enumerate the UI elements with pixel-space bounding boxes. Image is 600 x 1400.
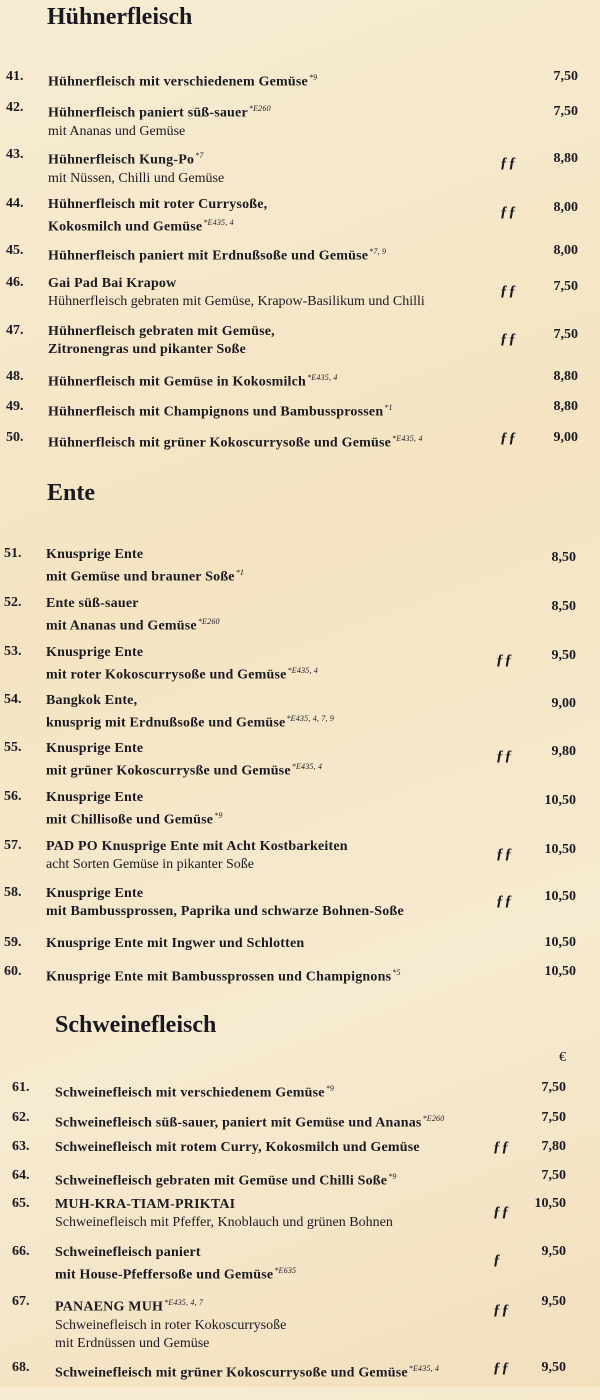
item-price: 9,00 xyxy=(553,430,578,445)
item-description-text: mit Chillisoße und Gemüse xyxy=(46,812,214,828)
item-name xyxy=(46,546,244,564)
item-description-text: mit Gemüse und brauner Soße xyxy=(46,569,235,585)
item-description-text: mit roter Kokoscurrysoße und Gemüse xyxy=(46,667,287,683)
item-name-text: Knusprige Ente xyxy=(46,547,144,562)
item-description xyxy=(46,856,348,874)
item-name xyxy=(46,644,318,662)
additive-code: *9 xyxy=(388,1172,397,1181)
item-description xyxy=(48,123,271,141)
item-name xyxy=(46,789,223,807)
spicy-icon: ƒƒ xyxy=(500,283,517,299)
item-price: 9,80 xyxy=(551,744,576,759)
item-name-text: Hühnerfleisch mit Champignons und Bambussprossen xyxy=(48,404,384,420)
spicy-icon: ƒƒ xyxy=(496,748,513,764)
item-description xyxy=(46,662,318,685)
item-description xyxy=(46,710,334,733)
item-text xyxy=(48,323,275,359)
item-number: 63. xyxy=(12,1139,30,1154)
item-number: 54. xyxy=(4,692,22,707)
spicy-icon: ƒƒ xyxy=(493,1139,510,1155)
section-title-duck: Ente xyxy=(47,480,95,506)
item-price: 9,50 xyxy=(541,1360,566,1375)
menu-item xyxy=(0,1360,600,1400)
item-text xyxy=(46,838,348,874)
item-description xyxy=(46,758,322,781)
item-price: 10,50 xyxy=(544,935,576,950)
additive-code: *7 xyxy=(195,151,204,160)
item-name xyxy=(46,692,334,710)
menu-item xyxy=(0,100,600,140)
item-number: 60. xyxy=(4,964,22,979)
spicy-icon: ƒƒ xyxy=(496,893,513,909)
item-text xyxy=(48,196,267,237)
item-description-text: knusprig mit Erdnußsoße und Gemüse xyxy=(46,715,286,731)
item-text xyxy=(48,369,338,392)
item-number: 41. xyxy=(6,69,24,84)
item-name xyxy=(55,1360,439,1383)
item-name-text: Hühnerfleisch Kung-Po xyxy=(48,152,195,168)
item-number: 57. xyxy=(4,838,22,853)
additive-code: *E435, 4 xyxy=(408,1364,440,1373)
item-text xyxy=(48,243,386,266)
item-name-text: Schweinefleisch süß-sauer, paniert mit Gemüse und Ananas xyxy=(55,1115,422,1131)
item-price: 10,50 xyxy=(534,1196,566,1211)
additive-code: *7, 9 xyxy=(369,247,387,256)
item-name-text: Hühnerfleisch mit grüner Kokoscurrysoße und Gemüse xyxy=(48,435,392,451)
item-price: 9,00 xyxy=(551,696,576,711)
additive-code: *E435, 4 xyxy=(291,762,323,771)
item-number: 52. xyxy=(4,595,22,610)
item-name xyxy=(55,1244,296,1262)
item-name-text: Knusprige Ente mit Bambussprossen und Champignons xyxy=(46,969,392,985)
item-text xyxy=(46,595,220,636)
additive-code: *E435, 4, 7, 9 xyxy=(286,714,335,723)
item-name-text: Knusprige Ente xyxy=(46,886,144,901)
item-description-text: Kokosmilch und Gemüse xyxy=(48,219,203,235)
menu-item xyxy=(0,885,600,925)
item-name-text: Bangkok Ente, xyxy=(46,693,138,708)
item-description-text: mit Bambussprossen, Paprika und schwarze Bohnen-Soße xyxy=(46,904,404,919)
item-number: 53. xyxy=(4,644,22,659)
item-text xyxy=(46,935,304,953)
section-title-chicken: Hühnerfleisch xyxy=(47,4,193,30)
item-description-text: mit Ananas und Gemüse xyxy=(48,123,186,139)
menu-item xyxy=(0,275,600,315)
additive-code: *9 xyxy=(214,811,223,820)
spicy-icon: ƒƒ xyxy=(500,155,517,171)
menu-item xyxy=(0,595,600,635)
item-number: 65. xyxy=(12,1196,30,1211)
item-number: 62. xyxy=(12,1110,30,1125)
item-name-text: Schweinefleisch mit grüner Kokoscurrysoße und Gemüse xyxy=(55,1365,408,1381)
item-description-text: Zitronengras und pikanter Soße xyxy=(48,342,247,357)
item-name-text: Ente süß-sauer xyxy=(46,596,139,611)
item-name xyxy=(46,885,404,903)
item-text xyxy=(48,100,271,141)
spicy-icon: ƒƒ xyxy=(496,652,513,668)
additive-code: *E435, 4 xyxy=(307,373,338,382)
item-name-text: MUH-KRA-TIAM-PRIKTAI xyxy=(55,1197,236,1212)
additive-code: *1 xyxy=(235,568,245,577)
item-name xyxy=(46,935,304,953)
item-price: 7,50 xyxy=(553,104,578,119)
item-text xyxy=(55,1244,296,1285)
item-number: 49. xyxy=(6,399,24,414)
additive-code: *E435, 4 xyxy=(392,434,423,443)
item-price: 8,50 xyxy=(551,599,576,614)
additive-code: *9 xyxy=(325,1084,335,1093)
menu-item xyxy=(0,1244,600,1284)
item-number: 55. xyxy=(4,740,22,755)
currency-label: € xyxy=(559,1050,566,1065)
item-price: 10,50 xyxy=(544,889,576,904)
item-description xyxy=(48,214,267,237)
menu-item xyxy=(0,546,600,586)
additive-code: *1 xyxy=(384,403,393,412)
additive-code: *E635 xyxy=(274,1266,297,1275)
item-name-text: Hühnerfleisch paniert süß-sauer xyxy=(48,105,248,121)
item-number: 67. xyxy=(12,1294,30,1309)
item-number: 58. xyxy=(4,885,22,900)
item-description xyxy=(55,1317,286,1335)
item-name xyxy=(55,1294,286,1317)
item-name xyxy=(55,1080,334,1103)
menu-item xyxy=(0,789,600,829)
item-price: 7,50 xyxy=(553,327,578,342)
item-name xyxy=(48,369,338,392)
item-name xyxy=(48,430,423,453)
menu-item xyxy=(0,196,600,236)
item-price: 7,50 xyxy=(553,279,578,294)
item-description xyxy=(46,564,244,587)
additive-code: *9 xyxy=(308,73,318,82)
additive-code: *E260 xyxy=(197,617,220,626)
item-text xyxy=(48,275,425,311)
item-description-text: Schweinefleisch in roter Kokoscurrysoße xyxy=(55,1317,287,1333)
spicy-icon: ƒƒ xyxy=(500,331,517,347)
item-price: 8,80 xyxy=(553,369,578,384)
item-name xyxy=(55,1110,444,1133)
menu-item xyxy=(0,692,600,732)
item-name xyxy=(48,275,425,293)
item-description-text: Hühnerfleisch gebraten mit Gemüse, Krapow-Basilikum und Chilli xyxy=(48,294,425,309)
item-description: mit Erdnüssen und Gemüse xyxy=(55,1335,210,1351)
item-name-text: PANAENG MUH xyxy=(55,1299,164,1315)
item-text xyxy=(46,789,223,830)
menu-item xyxy=(0,1294,600,1351)
item-price: 8,80 xyxy=(553,399,578,414)
item-name xyxy=(55,1168,397,1191)
item-text xyxy=(55,1168,397,1191)
item-name-text: Hühnerfleisch paniert mit Erdnußsoße und Gemüse xyxy=(48,248,369,264)
item-number: 51. xyxy=(4,546,22,561)
item-text xyxy=(46,546,244,587)
item-description xyxy=(46,903,404,921)
item-text xyxy=(48,147,224,188)
item-description xyxy=(46,613,220,636)
item-name xyxy=(55,1196,393,1214)
item-name-text: Schweinefleisch gebraten mit Gemüse und Chilli Soße xyxy=(55,1173,388,1189)
item-price: 10,50 xyxy=(544,793,576,808)
menu-item xyxy=(0,838,600,878)
item-price: 9,50 xyxy=(541,1244,566,1259)
item-name-text: Hühnerfleisch gebraten mit Gemüse, xyxy=(48,324,275,339)
item-text xyxy=(46,692,334,733)
item-number: 45. xyxy=(6,243,24,258)
item-number: 46. xyxy=(6,275,24,290)
item-text xyxy=(46,885,404,921)
menu-item xyxy=(0,964,600,1004)
item-text xyxy=(55,1196,393,1232)
item-number: 59. xyxy=(4,935,22,950)
item-number: 47. xyxy=(6,323,24,338)
item-name xyxy=(55,1139,420,1157)
item-name xyxy=(48,147,224,170)
item-number: 42. xyxy=(6,100,24,115)
item-number: 48. xyxy=(6,369,24,384)
item-number: 50. xyxy=(6,430,24,445)
item-price: 7,50 xyxy=(553,69,578,84)
item-name-text: Hühnerfleisch mit roter Currysoße, xyxy=(48,197,268,212)
item-name xyxy=(48,323,275,341)
item-name-text: Schweinefleisch mit rotem Curry, Kokosmilch und Gemüse xyxy=(55,1140,420,1155)
item-number: 64. xyxy=(12,1168,30,1183)
additive-code: *E260 xyxy=(248,104,271,113)
item-description xyxy=(46,807,223,830)
additive-code: *E435, 4, 7 xyxy=(164,1298,204,1307)
item-text xyxy=(48,430,423,453)
section-title-pork: Schweinefleisch xyxy=(55,1012,217,1038)
item-name-text: Gai Pad Bai Krapow xyxy=(48,276,177,291)
item-name-text: Schweinefleisch paniert xyxy=(55,1245,201,1260)
item-name xyxy=(46,964,401,987)
item-price: 7,80 xyxy=(541,1139,566,1154)
item-description-text: mit Ananas und Gemüse xyxy=(46,618,197,634)
item-name xyxy=(48,196,267,214)
item-description-text: mit House-Pfeffersoße und Gemüse xyxy=(55,1267,274,1283)
item-price: 10,50 xyxy=(544,842,576,857)
additive-code: *E435, 4 xyxy=(203,218,234,227)
additive-code: *5 xyxy=(392,968,401,977)
spicy-icon: ƒƒ xyxy=(493,1302,510,1318)
menu-item xyxy=(0,323,600,363)
item-name-text: Schweinefleisch mit verschiedenem Gemüse xyxy=(55,1085,325,1101)
spicy-icon: ƒƒ xyxy=(500,430,517,446)
item-price: 8,80 xyxy=(553,151,578,166)
item-name xyxy=(46,740,322,758)
item-name xyxy=(48,100,271,123)
item-description xyxy=(55,1262,296,1285)
item-description xyxy=(48,341,275,359)
item-price: 7,50 xyxy=(541,1110,566,1125)
menu-item xyxy=(0,147,600,187)
item-text xyxy=(46,740,322,781)
menu-item xyxy=(0,644,600,684)
item-text xyxy=(55,1294,286,1353)
item-name-text: Knusprige Ente xyxy=(46,741,144,756)
item-description-text: acht Sorten Gemüse in pikanter Soße xyxy=(46,857,255,872)
item-text xyxy=(55,1360,439,1383)
additive-code: *E435, 4 xyxy=(287,666,319,675)
spicy-icon: ƒƒ xyxy=(493,1204,510,1220)
item-description xyxy=(48,170,224,188)
item-text xyxy=(46,644,318,685)
item-price: 9,50 xyxy=(551,648,576,663)
item-name xyxy=(48,69,317,92)
item-text xyxy=(55,1139,420,1157)
item-name xyxy=(46,595,220,613)
item-text xyxy=(46,964,401,987)
item-number: 43. xyxy=(6,147,24,162)
item-text xyxy=(48,399,393,422)
item-price: 8,00 xyxy=(553,200,578,215)
spicy-icon: ƒƒ xyxy=(500,204,517,220)
item-price: 7,50 xyxy=(541,1080,566,1095)
item-name xyxy=(46,838,348,856)
item-description xyxy=(55,1214,393,1232)
item-name-text: Knusprige Ente xyxy=(46,645,144,660)
menu-item xyxy=(0,740,600,780)
item-description-text: mit Nüssen, Chilli und Gemüse xyxy=(48,170,225,186)
menu-item xyxy=(0,430,600,470)
item-number: 56. xyxy=(4,789,22,804)
item-number: 68. xyxy=(12,1360,30,1375)
item-description-text: mit grüner Kokoscurrysße und Gemüse xyxy=(46,763,291,779)
item-price: 10,50 xyxy=(544,964,576,979)
item-price: 8,00 xyxy=(553,243,578,258)
item-number: 44. xyxy=(6,196,24,211)
item-description-text: Schweinefleisch mit Pfeffer, Knoblauch und grünen Bohnen xyxy=(55,1215,393,1230)
item-name-text: PAD PO Knusprige Ente mit Acht Kostbarkeiten xyxy=(46,839,348,854)
item-text xyxy=(48,69,317,92)
spicy-icon: ƒƒ xyxy=(493,1360,510,1376)
item-price: 9,50 xyxy=(541,1294,566,1309)
item-name-text: Hühnerfleisch mit verschiedenem Gemüse xyxy=(48,74,308,90)
item-name-text: Knusprige Ente mit Ingwer und Schlotten xyxy=(46,936,305,951)
spicy-icon: ƒ xyxy=(493,1252,502,1268)
item-description xyxy=(48,293,425,311)
additive-code: *E260 xyxy=(422,1114,445,1123)
item-name xyxy=(48,399,393,422)
item-name xyxy=(48,243,386,266)
item-name-text: Knusprige Ente xyxy=(46,790,144,805)
item-text xyxy=(55,1110,444,1133)
item-price: 7,50 xyxy=(541,1168,566,1183)
item-number: 61. xyxy=(12,1080,30,1095)
spicy-icon: ƒƒ xyxy=(496,846,513,862)
item-price: 8,50 xyxy=(551,550,576,565)
menu-item xyxy=(0,1196,600,1236)
item-text xyxy=(55,1080,334,1103)
item-name-text: Hühnerfleisch mit Gemüse in Kokosmilch xyxy=(48,374,307,390)
item-number: 66. xyxy=(12,1244,30,1259)
